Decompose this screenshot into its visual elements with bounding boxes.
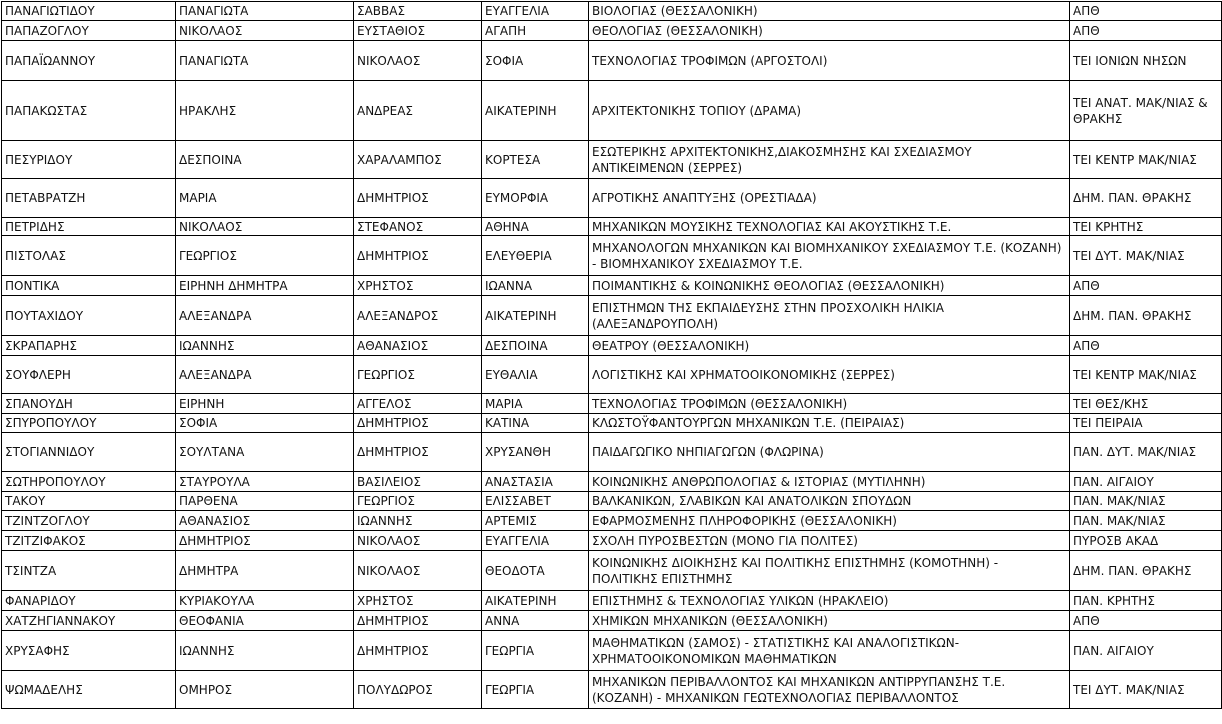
cell-institution: ΠΑΝ. ΜΑΚ/ΝΙΑΣ — [1070, 492, 1222, 511]
table-row — [2, 41, 1222, 81]
cell-department: ΣΧΟΛΗ ΠΥΡΟΣΒΕΣΤΩΝ (ΜΟΝΟ ΓΙΑ ΠΟΛΙΤΕΣ) — [589, 531, 1070, 551]
cell-father: ΔΗΜΗΤΡΙΟΣ — [354, 631, 482, 671]
cell-name: ΗΡΑΚΛΗΣ — [176, 81, 354, 141]
cell-name: ΟΜΗΡΟΣ — [176, 671, 354, 709]
cell-department: ΒΙΟΛΟΓΙΑΣ (ΘΕΣΣΑΛΟΝΙΚΗ) — [589, 2, 1070, 21]
cell-department: ΤΕΧΝΟΛΟΓΙΑΣ ΤΡΟΦΙΜΩΝ (ΑΡΓΟΣΤΟΛΙ) — [589, 41, 1070, 81]
cell-name: ΣΟΦΙΑ — [176, 414, 354, 433]
cell-mother: ΕΛΕΥΘΕΡΙΑ — [482, 236, 589, 276]
cell-father: ΝΙΚΟΛΑΟΣ — [354, 41, 482, 81]
cell-department: ΕΠΙΣΤΗΜΗΣ & ΤΕΧΝΟΛΟΓΙΑΣ ΥΛΙΚΩΝ (ΗΡΑΚΛΕΙΟ) — [589, 591, 1070, 611]
cell-institution: ΠΥΡΟΣΒ ΑΚΑΔ — [1070, 531, 1222, 551]
cell-mother: ΑΝΑΣΤΑΣΙΑ — [482, 472, 589, 492]
cell-department: ΕΣΩΤΕΡΙΚΗΣ ΑΡΧΙΤΕΚΤΟΝΙΚΗΣ,ΔΙΑΚΟΣΜΗΣΗΣ ΚΑΙ ΣΧΕΔΙΑΣΜΟΥ ΑΝΤΙΚΕΙΜΕΝΩΝ (ΣΕΡΡΕΣ) — [589, 141, 1070, 179]
cell-father: ΔΗΜΗΤΡΙΟΣ — [354, 414, 482, 433]
results-table — [1, 1, 1222, 709]
cell-institution: ΔΗΜ. ΠΑΝ. ΘΡΑΚΗΣ — [1070, 551, 1222, 591]
table-row — [2, 218, 1222, 236]
table-row — [2, 81, 1222, 141]
cell-surname: ΨΩΜΑΔΕΛΗΣ — [2, 671, 176, 709]
cell-father: ΣΤΕΦΑΝΟΣ — [354, 218, 482, 236]
table-row — [2, 472, 1222, 492]
cell-department: ΑΡΧΙΤΕΚΤΟΝΙΚΗΣ ΤΟΠΙΟΥ (ΔΡΑΜΑ) — [589, 81, 1070, 141]
table-row — [2, 276, 1222, 296]
cell-mother: ΚΟΡΤΕΣΑ — [482, 141, 589, 179]
cell-father: ΔΗΜΗΤΡΙΟΣ — [354, 179, 482, 218]
cell-father: ΧΡΗΣΤΟΣ — [354, 276, 482, 296]
cell-surname: ΠΕΤΡΙΔΗΣ — [2, 218, 176, 236]
cell-institution: ΠΑΝ. ΑΙΓΑΙΟΥ — [1070, 631, 1222, 671]
cell-name: ΕΙΡΗΝΗ — [176, 394, 354, 414]
cell-institution: ΑΠΘ — [1070, 336, 1222, 356]
cell-name: ΕΙΡΗΝΗ ΔΗΜΗΤΡΑ — [176, 276, 354, 296]
cell-name: ΠΑΝΑΓΙΩΤΑ — [176, 2, 354, 21]
cell-institution: ΠΑΝ. ΜΑΚ/ΝΙΑΣ — [1070, 511, 1222, 531]
cell-institution: ΑΠΘ — [1070, 611, 1222, 631]
cell-department: ΑΓΡΟΤΙΚΗΣ ΑΝΑΠΤΥΞΗΣ (ΟΡΕΣΤΙΑΔΑ) — [589, 179, 1070, 218]
cell-mother: ΕΥΑΓΓΕΛΙΑ — [482, 2, 589, 21]
table-row — [2, 296, 1222, 336]
cell-mother: ΔΕΣΠΟΙΝΑ — [482, 336, 589, 356]
cell-father: ΔΗΜΗΤΡΙΟΣ — [354, 236, 482, 276]
cell-surname: ΣΩΤΗΡΟΠΟΥΛΟΥ — [2, 472, 176, 492]
cell-surname: ΤΑΚΟΥ — [2, 492, 176, 511]
cell-surname: ΣΚΡΑΠΑΡΗΣ — [2, 336, 176, 356]
cell-name: ΑΘΑΝΑΣΙΟΣ — [176, 511, 354, 531]
table-row — [2, 671, 1222, 709]
cell-institution: ΤΕΙ ΚΕΝΤΡ ΜΑΚ/ΝΙΑΣ — [1070, 356, 1222, 394]
cell-father: ΣΑΒΒΑΣ — [354, 2, 482, 21]
cell-name: ΝΙΚΟΛΑΟΣ — [176, 218, 354, 236]
cell-mother: ΘΕΟΔΟΤΑ — [482, 551, 589, 591]
table-row — [2, 591, 1222, 611]
cell-department: ΠΑΙΔΑΓΩΓΙΚΟ ΝΗΠΙΑΓΩΓΩΝ (ΦΛΩΡΙΝΑ) — [589, 433, 1070, 472]
cell-mother: ΙΩΑΝΝΑ — [482, 276, 589, 296]
cell-mother: ΑΘΗΝΑ — [482, 218, 589, 236]
cell-mother: ΕΛΙΣΣΑΒΕΤ — [482, 492, 589, 511]
cell-name: ΣΤΑΥΡΟΥΛΑ — [176, 472, 354, 492]
cell-name: ΘΕΟΦΑΝΙΑ — [176, 611, 354, 631]
cell-surname: ΠΕΣΥΡΙΔΟΥ — [2, 141, 176, 179]
cell-name: ΑΛΕΞΑΝΔΡΑ — [176, 356, 354, 394]
cell-mother: ΑΙΚΑΤΕΡΙΝΗ — [482, 81, 589, 141]
table-row — [2, 433, 1222, 472]
cell-department: ΘΕΑΤΡΟΥ (ΘΕΣΣΑΛΟΝΙΚΗ) — [589, 336, 1070, 356]
table-row — [2, 2, 1222, 21]
cell-department: ΜΑΘΗΜΑΤΙΚΩΝ (ΣΑΜΟΣ) - ΣΤΑΤΙΣΤΙΚΗΣ ΚΑΙ ΑΝΑΛΟΓΙΣΤΙΚΩΝ-ΧΡΗΜΑΤΟΟΙΚΟΝΟΜΙΚΩΝ ΜΑΘΗΜΑΤΙΚΩΝ — [589, 631, 1070, 671]
cell-name: ΔΕΣΠΟΙΝΑ — [176, 141, 354, 179]
cell-mother: ΕΥΜΟΡΦΙΑ — [482, 179, 589, 218]
cell-mother: ΓΕΩΡΓΙΑ — [482, 671, 589, 709]
table-row — [2, 336, 1222, 356]
cell-father: ΝΙΚΟΛΑΟΣ — [354, 531, 482, 551]
cell-father: ΑΝΔΡΕΑΣ — [354, 81, 482, 141]
cell-surname: ΣΤΟΓΙΑΝΝΙΔΟΥ — [2, 433, 176, 472]
table-row — [2, 21, 1222, 41]
cell-mother: ΕΥΑΓΓΕΛΙΑ — [482, 531, 589, 551]
cell-name: ΠΑΡΘΕΝΑ — [176, 492, 354, 511]
cell-surname: ΠΙΣΤΟΛΑΣ — [2, 236, 176, 276]
cell-name: ΝΙΚΟΛΑΟΣ — [176, 21, 354, 41]
cell-surname: ΣΠΑΝΟΥΔΗ — [2, 394, 176, 414]
cell-surname: ΠΑΠΑΖΟΓΛΟΥ — [2, 21, 176, 41]
cell-mother: ΣΟΦΙΑ — [482, 41, 589, 81]
cell-surname: ΦΑΝΑΡΙΔΟΥ — [2, 591, 176, 611]
cell-department: ΛΟΓΙΣΤΙΚΗΣ ΚΑΙ ΧΡΗΜΑΤΟΟΙΚΟΝΟΜΙΚΗΣ (ΣΕΡΡΕΣ) — [589, 356, 1070, 394]
cell-surname: ΤΖΙΝΤΖΟΓΛΟΥ — [2, 511, 176, 531]
cell-surname: ΠΑΠΑΚΩΣΤΑΣ — [2, 81, 176, 141]
cell-surname: ΧΑΤΖΗΓΙΑΝΝΑΚΟΥ — [2, 611, 176, 631]
cell-surname: ΠΑΝΑΓΙΩΤΙΔΟΥ — [2, 2, 176, 21]
cell-institution: ΔΗΜ. ΠΑΝ. ΘΡΑΚΗΣ — [1070, 296, 1222, 336]
cell-father: ΑΘΑΝΑΣΙΟΣ — [354, 336, 482, 356]
table-row — [2, 531, 1222, 551]
cell-department: ΕΠΙΣΤΗΜΩΝ ΤΗΣ ΕΚΠΑΙΔΕΥΣΗΣ ΣΤΗΝ ΠΡΟΣΧΟΛΙΚΗ ΗΛΙΚΙΑ (ΑΛΕΞΑΝΔΡΟΥΠΟΛΗ) — [589, 296, 1070, 336]
cell-department: ΚΟΙΝΩΝΙΚΗΣ ΑΝΘΡΩΠΟΛΟΓΙΑΣ & ΙΣΤΟΡΙΑΣ (ΜΥΤΙΛΗΝΗ) — [589, 472, 1070, 492]
table-row — [2, 492, 1222, 511]
cell-surname: ΤΖΙΤΖΙΦΑΚΟΣ — [2, 531, 176, 551]
cell-institution: ΤΕΙ ΔΥΤ. ΜΑΚ/ΝΙΑΣ — [1070, 671, 1222, 709]
table-row — [2, 611, 1222, 631]
cell-father: ΑΓΓΕΛΟΣ — [354, 394, 482, 414]
cell-institution: ΠΑΝ. ΚΡΗΤΗΣ — [1070, 591, 1222, 611]
cell-father: ΔΗΜΗΤΡΙΟΣ — [354, 611, 482, 631]
cell-institution: ΤΕΙ ΘΕΣ/ΚΗΣ — [1070, 394, 1222, 414]
cell-mother: ΜΑΡΙΑ — [482, 394, 589, 414]
cell-father: ΧΡΗΣΤΟΣ — [354, 591, 482, 611]
table-row — [2, 141, 1222, 179]
cell-department: ΒΑΛΚΑΝΙΚΩΝ, ΣΛΑΒΙΚΩΝ ΚΑΙ ΑΝΑΤΟΛΙΚΩΝ ΣΠΟΥΔΩΝ — [589, 492, 1070, 511]
cell-surname: ΠΑΠΑΪΩΑΝΝΟΥ — [2, 41, 176, 81]
cell-institution: ΤΕΙ ΑΝΑΤ. ΜΑΚ/ΝΙΑΣ & ΘΡΑΚΗΣ — [1070, 81, 1222, 141]
cell-department: ΘΕΟΛΟΓΙΑΣ (ΘΕΣΣΑΛΟΝΙΚΗ) — [589, 21, 1070, 41]
cell-name: ΔΗΜΗΤΡΙΟΣ — [176, 531, 354, 551]
table-row — [2, 414, 1222, 433]
cell-name: ΠΑΝΑΓΙΩΤΑ — [176, 41, 354, 81]
cell-institution: ΤΕΙ ΔΥΤ. ΜΑΚ/ΝΙΑΣ — [1070, 236, 1222, 276]
table-row — [2, 551, 1222, 591]
cell-department: ΠΟΙΜΑΝΤΙΚΗΣ & ΚΟΙΝΩΝΙΚΗΣ ΘΕΟΛΟΓΙΑΣ (ΘΕΣΣΑΛΟΝΙΚΗ) — [589, 276, 1070, 296]
cell-department: ΜΗΧΑΝΙΚΩΝ ΜΟΥΣΙΚΗΣ ΤΕΧΝΟΛΟΓΙΑΣ ΚΑΙ ΑΚΟΥΣΤΙΚΗΣ Τ.Ε. — [589, 218, 1070, 236]
cell-father: ΧΑΡΑΛΑΜΠΟΣ — [354, 141, 482, 179]
cell-name: ΓΕΩΡΓΙΟΣ — [176, 236, 354, 276]
table-row — [2, 179, 1222, 218]
table-row — [2, 631, 1222, 671]
table-row — [2, 394, 1222, 414]
cell-father: ΕΥΣΤΑΘΙΟΣ — [354, 21, 482, 41]
cell-surname: ΣΠΥΡΟΠΟΥΛΟΥ — [2, 414, 176, 433]
cell-institution: ΠΑΝ. ΔΥΤ. ΜΑΚ/ΝΙΑΣ — [1070, 433, 1222, 472]
cell-mother: ΑΙΚΑΤΕΡΙΝΗ — [482, 296, 589, 336]
cell-surname: ΤΣΙΝΤΖΑ — [2, 551, 176, 591]
cell-name: ΑΛΕΞΑΝΔΡΑ — [176, 296, 354, 336]
cell-institution: ΤΕΙ ΠΕΙΡΑΙΑ — [1070, 414, 1222, 433]
cell-institution: ΤΕΙ ΙΟΝΙΩΝ ΝΗΣΩΝ — [1070, 41, 1222, 81]
cell-institution: ΤΕΙ ΚΡΗΤΗΣ — [1070, 218, 1222, 236]
cell-surname: ΠΟΝΤΙΚΑ — [2, 276, 176, 296]
cell-department: ΚΛΩΣΤΟΫΦΑΝΤΟΥΡΓΩΝ ΜΗΧΑΝΙΚΩΝ Τ.Ε. (ΠΕΙΡΑΙΑΣ) — [589, 414, 1070, 433]
cell-surname: ΠΟΥΤΑΧΙΔΟΥ — [2, 296, 176, 336]
cell-department: ΤΕΧΝΟΛΟΓΙΑΣ ΤΡΟΦΙΜΩΝ (ΘΕΣΣΑΛΟΝΙΚΗ) — [589, 394, 1070, 414]
cell-name: ΚΥΡΙΑΚΟΥΛΑ — [176, 591, 354, 611]
cell-mother: ΓΕΩΡΓΙΑ — [482, 631, 589, 671]
cell-surname: ΣΟΥΦΛΕΡΗ — [2, 356, 176, 394]
cell-department: ΜΗΧΑΝΟΛΟΓΩΝ ΜΗΧΑΝΙΚΩΝ ΚΑΙ ΒΙΟΜΗΧΑΝΙΚΟΥ ΣΧΕΔΙΑΣΜΟΥ Τ.Ε. (ΚΟΖΑΝΗ) - ΒΙΟΜΗΧΑΝΙΚΟΥ ΣΧΕΔΙΑΣΜΟΥ Τ.Ε. — [589, 236, 1070, 276]
cell-father: ΔΗΜΗΤΡΙΟΣ — [354, 433, 482, 472]
table-row — [2, 236, 1222, 276]
cell-father: ΝΙΚΟΛΑΟΣ — [354, 551, 482, 591]
table-row — [2, 511, 1222, 531]
results-table-body — [2, 2, 1222, 709]
cell-institution: ΑΠΘ — [1070, 2, 1222, 21]
cell-name: ΜΑΡΙΑ — [176, 179, 354, 218]
cell-mother: ΚΑΤΙΝΑ — [482, 414, 589, 433]
cell-father: ΠΟΛΥΔΩΡΟΣ — [354, 671, 482, 709]
table-row — [2, 356, 1222, 394]
cell-father: ΓΕΩΡΓΙΟΣ — [354, 492, 482, 511]
cell-surname: ΧΡΥΣΑΦΗΣ — [2, 631, 176, 671]
cell-department: ΜΗΧΑΝΙΚΩΝ ΠΕΡΙΒΑΛΛΟΝΤΟΣ ΚΑΙ ΜΗΧΑΝΙΚΩΝ ΑΝΤΙΡΡΥΠΑΝΣΗΣ Τ.Ε. (ΚΟΖΑΝΗ) - ΜΗΧΑΝΙΚΩΝ ΓΕΩΤΕΧΝΟΛΟΓΙΑΣ ΠΕΡΙΒΑΛΛΟΝΤΟΣ — [589, 671, 1070, 709]
cell-name: ΣΟΥΛΤΑΝΑ — [176, 433, 354, 472]
cell-father: ΑΛΕΞΑΝΔΡΟΣ — [354, 296, 482, 336]
cell-institution: ΔΗΜ. ΠΑΝ. ΘΡΑΚΗΣ — [1070, 179, 1222, 218]
cell-mother: ΑΓΑΠΗ — [482, 21, 589, 41]
cell-institution: ΤΕΙ ΚΕΝΤΡ ΜΑΚ/ΝΙΑΣ — [1070, 141, 1222, 179]
cell-department: ΧΗΜΙΚΩΝ ΜΗΧΑΝΙΚΩΝ (ΘΕΣΣΑΛΟΝΙΚΗ) — [589, 611, 1070, 631]
cell-mother: ΑΡΤΕΜΙΣ — [482, 511, 589, 531]
cell-mother: ΕΥΘΑΛΙΑ — [482, 356, 589, 394]
cell-father: ΓΕΩΡΓΙΟΣ — [354, 356, 482, 394]
cell-institution: ΠΑΝ. ΑΙΓΑΙΟΥ — [1070, 472, 1222, 492]
cell-mother: ΑΝΝΑ — [482, 611, 589, 631]
cell-mother: ΑΙΚΑΤΕΡΙΝΗ — [482, 591, 589, 611]
cell-department: ΕΦΑΡΜΟΣΜΕΝΗΣ ΠΛΗΡΟΦΟΡΙΚΗΣ (ΘΕΣΣΑΛΟΝΙΚΗ) — [589, 511, 1070, 531]
cell-name: ΔΗΜΗΤΡΑ — [176, 551, 354, 591]
cell-mother: ΧΡΥΣΑΝΘΗ — [482, 433, 589, 472]
cell-name: ΙΩΑΝΝΗΣ — [176, 336, 354, 356]
cell-department: ΚΟΙΝΩΝΙΚΗΣ ΔΙΟΙΚΗΣΗΣ ΚΑΙ ΠΟΛΙΤΙΚΗΣ ΕΠΙΣΤΗΜΗΣ (ΚΟΜΟΤΗΝΗ) - ΠΟΛΙΤΙΚΗΣ ΕΠΙΣΤΗΜΗΣ — [589, 551, 1070, 591]
cell-father: ΙΩΑΝΝΗΣ — [354, 511, 482, 531]
cell-name: ΙΩΑΝΝΗΣ — [176, 631, 354, 671]
cell-surname: ΠΕΤΑΒΡΑΤΖΗ — [2, 179, 176, 218]
cell-institution: ΑΠΘ — [1070, 276, 1222, 296]
cell-father: ΒΑΣΙΛΕΙΟΣ — [354, 472, 482, 492]
cell-institution: ΑΠΘ — [1070, 21, 1222, 41]
